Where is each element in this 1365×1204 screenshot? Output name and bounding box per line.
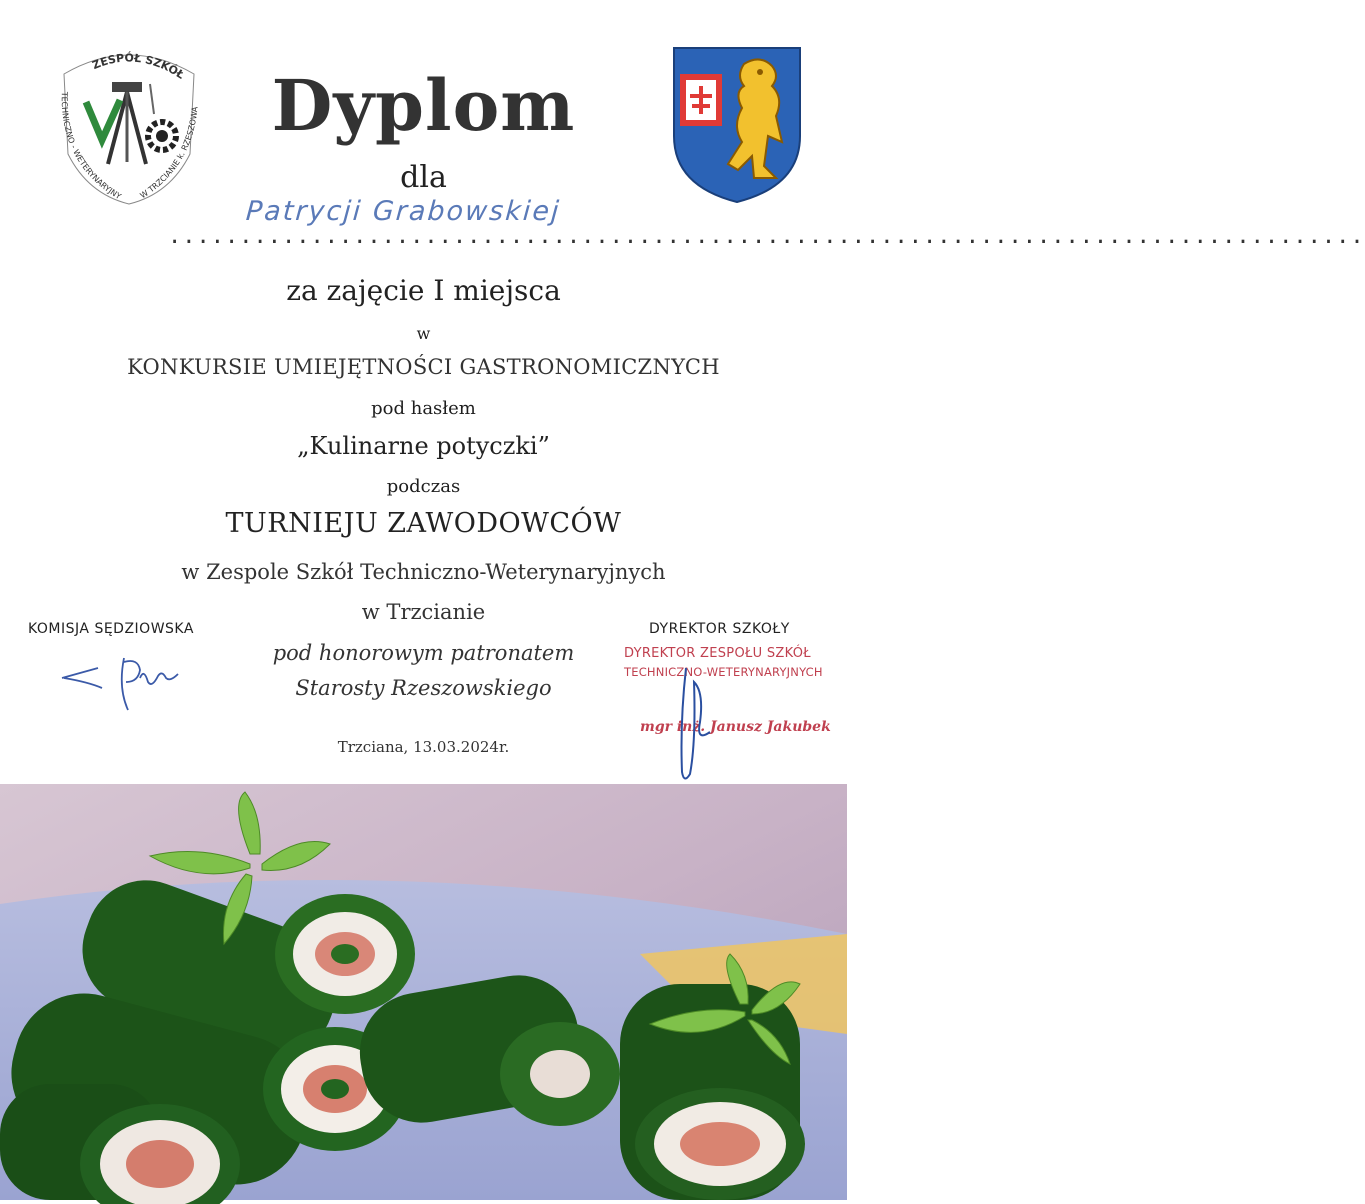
motto: „Kulinarne potyczki” — [297, 432, 550, 460]
recipient-name-handwritten: Patrycji Grabowskiej — [244, 196, 562, 227]
food-photo — [0, 784, 847, 1200]
stamp-line-2: TECHNICZNO-WETERYNARYJNYCH — [624, 665, 823, 679]
during-text: podczas — [386, 476, 461, 497]
svg-text:W TRZCIANIE k. RZESZOWA: W TRZCIANIE k. RZESZOWA — [138, 106, 200, 201]
diploma-title: Dyplom — [271, 64, 576, 147]
tournament-name: TURNIEJU ZAWODOWCÓW — [225, 508, 622, 539]
in-text: w — [416, 324, 431, 343]
name-dotted-line: .................................................................................... — [168, 224, 1365, 249]
for-label: dla — [400, 160, 447, 195]
stamp-name: mgr inż. Janusz Jakubek — [640, 719, 831, 735]
committee-label: KOMISJA SĘDZIOWSKA — [28, 621, 194, 637]
motto-label: pod hasłem — [371, 398, 476, 419]
issue-date: Trzciana, 13.03.2024r. — [337, 738, 510, 756]
stamp-line-1: DYREKTOR ZESPOŁU SZKÓŁ — [624, 646, 811, 661]
svg-text:ZESPÓŁ SZKÓŁ: ZESPÓŁ SZKÓŁ — [90, 51, 187, 82]
committee-signature — [58, 648, 188, 718]
patronage-text: pod honorowym patronatem — [272, 641, 575, 665]
director-label: DYREKTOR SZKOŁY — [649, 621, 790, 637]
school-name: w Zespole Szkół Techniczno-Weterynaryjnych — [181, 560, 666, 584]
director-signature — [660, 662, 720, 786]
place-text: za zajęcie I miejsca — [286, 274, 561, 307]
contest-name: KONKURSIE UMIEJĘTNOŚCI GASTRONOMICZNYCH — [127, 355, 720, 379]
town-name: w Trzcianie — [361, 600, 486, 624]
svg-text:TECHNICZNO - WETERYNARYJNYCH: TECHNICZNO - WETERYNARYJNY — [59, 91, 123, 201]
patron-name: Starosty Rzeszowskiego — [295, 676, 552, 700]
